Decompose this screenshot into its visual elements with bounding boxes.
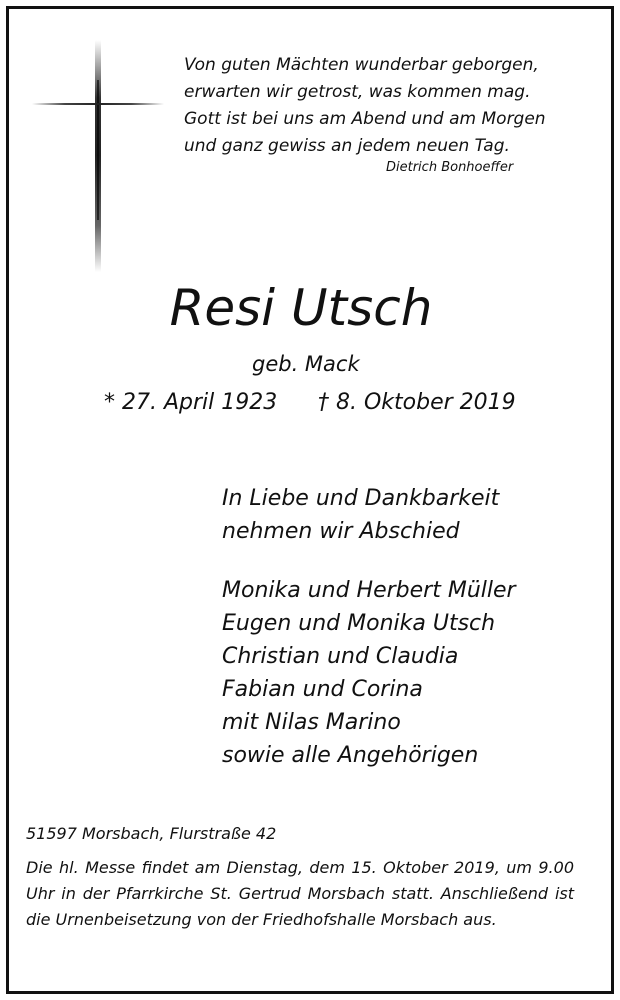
cross-horizontal-beam bbox=[32, 103, 164, 105]
service-notice: Die hl. Messe findet am Dienstag, dem 15. Oktober 2019, um 9.00 Uhr in der Pfarrkirche St. Gertrud Morsbach statt. Anschließend ist die Urnenbeisetzung von der Friedhofshalle Morsbach aus. bbox=[26, 858, 574, 929]
poem-line: erwarten wir getrost, was kommen mag. bbox=[184, 82, 531, 102]
mourner-line: sowie alle Angehörigen bbox=[222, 743, 479, 768]
address: 51597 Morsbach, Flurstraße 42 bbox=[26, 824, 277, 843]
mourner-line: mit Nilas Marino bbox=[222, 710, 401, 735]
mourner-line: Fabian und Corina bbox=[222, 677, 423, 702]
farewell-line: nehmen wir Abschied bbox=[222, 519, 460, 544]
poem-line: und ganz gewiss an jedem neuen Tag. bbox=[184, 136, 510, 156]
poem-line: Von guten Mächten wunderbar geborgen, bbox=[184, 55, 539, 75]
maiden-name: geb. Mack bbox=[252, 352, 360, 376]
farewell-line: In Liebe und Dankbarkeit bbox=[222, 486, 500, 511]
farewell-text bbox=[222, 482, 499, 548]
mourner-line: Monika und Herbert Müller bbox=[222, 578, 516, 603]
deceased-name: Resi Utsch bbox=[169, 279, 433, 337]
poem-author: Dietrich Bonhoeffer bbox=[386, 160, 514, 175]
cross-vertical-core bbox=[97, 80, 99, 220]
mourner-line: Eugen und Monika Utsch bbox=[222, 611, 496, 636]
poem-line: Gott ist bei uns am Abend und am Morgen bbox=[184, 109, 546, 129]
mourner-line: Christian und Claudia bbox=[222, 644, 459, 669]
poem bbox=[184, 52, 584, 160]
birth-date: * 27. April 1923 bbox=[104, 390, 278, 415]
mourners-list bbox=[222, 574, 516, 772]
death-date: † 8. Oktober 2019 bbox=[318, 390, 516, 415]
